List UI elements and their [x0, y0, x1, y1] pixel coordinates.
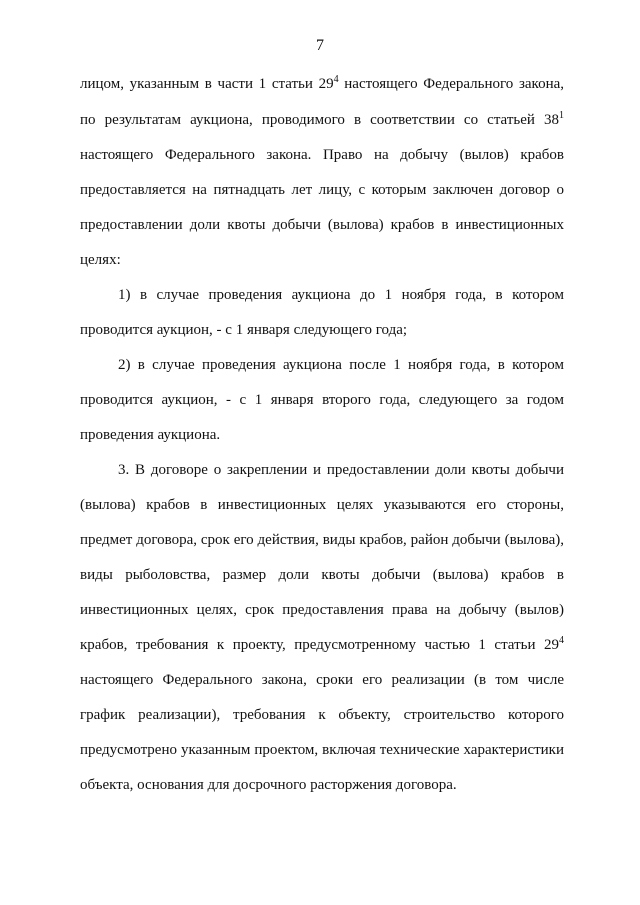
text-line: объекта, основания для досрочного расторжения договора.: [80, 777, 457, 793]
text-line: предусмотрено указанным проектом, включая технические характеристики: [80, 742, 564, 758]
text-line: (вылова) крабов в инвестиционных целях указываются его стороны,: [80, 497, 564, 513]
page-number: 7: [316, 37, 324, 54]
text-line: проведения аукциона.: [80, 427, 221, 443]
text-line: проводится аукцион, - с 1 января следующего года;: [80, 322, 408, 338]
text-line: 1) в случае проведения аукциона до 1 ноября года, в котором: [118, 287, 564, 303]
text-line: проводится аукцион, - с 1 января второго года, следующего за годом: [80, 392, 564, 408]
text-line: крабов, требования к проекту, предусмотренному частью 1 статьи $29^4$: [80, 635, 564, 653]
text-line: предоставляется на пятнадцать лет лицу, с которым заключен договор о: [80, 182, 564, 198]
text-line: предоставлении доли квоты добычи (вылова) крабов в инвестиционных: [80, 217, 564, 233]
text-line: виды рыболовства, размер доли квоты добычи (вылова) крабов в: [80, 567, 564, 583]
text-line: настоящего Федерального закона. Право на добычу (вылов) крабов: [80, 147, 564, 163]
text-line: настоящего Федерального закона, сроки его реализации (в том числе: [80, 672, 564, 688]
text-line: 2) в случае проведения аукциона после 1 ноября года, в котором: [118, 357, 564, 373]
text-line: по результатам аукциона, проводимого в соответствии со статьей $38^1$: [80, 110, 564, 128]
text-line: инвестиционных целях, срок предоставления права на добычу (вылов): [80, 602, 564, 618]
text-line: целях:: [80, 252, 121, 268]
text-line: 3. В договоре о закреплении и предоставлении доли квоты добычи: [118, 462, 564, 478]
text-line: предмет договора, срок его действия, виды крабов, район добычи (вылова),: [80, 532, 564, 548]
text-line: лицом, указанным в части 1 статьи $29^4$ настоящего Федерального закона,: [80, 74, 564, 92]
text-line: график реализации), требования к объекту, строительство которого: [80, 707, 564, 723]
